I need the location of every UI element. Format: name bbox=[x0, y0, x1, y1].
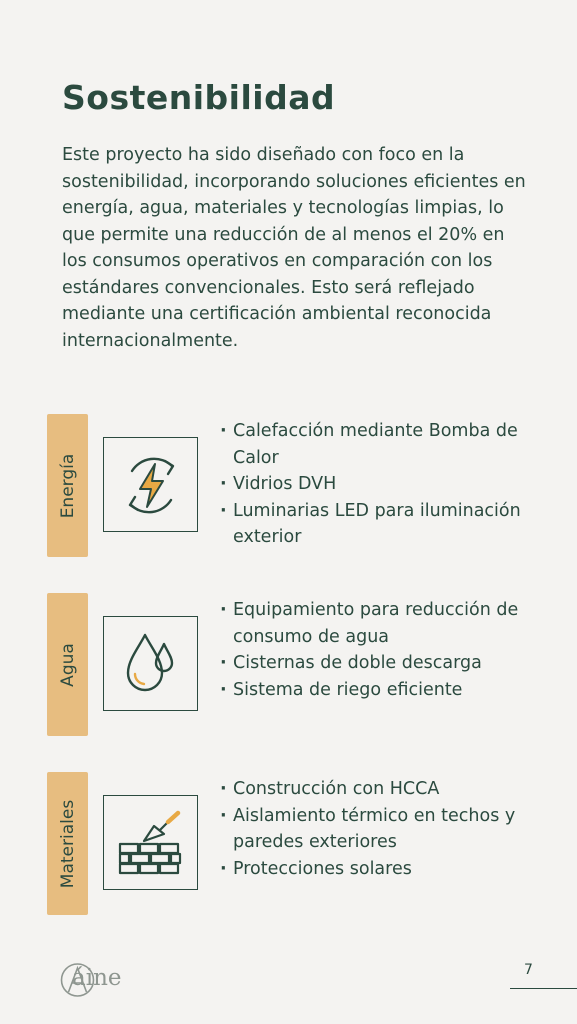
section-label: Energía bbox=[57, 453, 78, 518]
bullet-list bbox=[220, 418, 550, 551]
list-item: · Construcción con HCCA bbox=[220, 776, 550, 803]
section-label: Agua bbox=[57, 642, 78, 687]
brick-wall-trowel-icon bbox=[103, 795, 198, 890]
energy-bolt-icon bbox=[103, 437, 198, 532]
list-item: · Vidrios DVH bbox=[220, 471, 550, 498]
list-item: · Luminarias LED para iluminación exterior bbox=[220, 498, 550, 551]
list-item: · Sistema de riego eficiente bbox=[220, 677, 550, 704]
section-materiales bbox=[47, 772, 547, 917]
page-number: 7 bbox=[524, 962, 533, 978]
section-tab bbox=[47, 593, 88, 736]
water-drops-icon bbox=[103, 616, 198, 711]
divider bbox=[510, 988, 577, 989]
page-title: Sostenibilidad bbox=[62, 78, 336, 117]
section-label: Materiales bbox=[57, 799, 78, 888]
bullet-list bbox=[220, 597, 550, 703]
section-energia bbox=[47, 414, 547, 559]
list-item: · Calefacción mediante Bomba de Calor bbox=[220, 418, 550, 471]
intro-paragraph: Este proyecto ha sido diseñado con foco en la sostenibilidad, incorporando soluciones eficientes en energía, agua, materiales y tecnologías limpias, lo que permite una reducción de al menos el 20% en los consumos operativos en comparación con los estándares convencionales. Esto será reflejado mediante una certificación ambiental reconocida internacionalmente. bbox=[62, 145, 526, 351]
bullet-list bbox=[220, 776, 550, 882]
list-item: · Cisternas de doble descarga bbox=[220, 650, 550, 677]
list-item: · Protecciones solares bbox=[220, 856, 550, 883]
list-item: · Equipamiento para reducción de consumo de agua bbox=[220, 597, 550, 650]
section-tab bbox=[47, 772, 88, 915]
section-agua bbox=[47, 593, 547, 738]
list-item: · Aislamiento térmico en techos y paredes exteriores bbox=[220, 803, 550, 856]
brand-name: áine bbox=[72, 965, 122, 991]
section-tab bbox=[47, 414, 88, 557]
